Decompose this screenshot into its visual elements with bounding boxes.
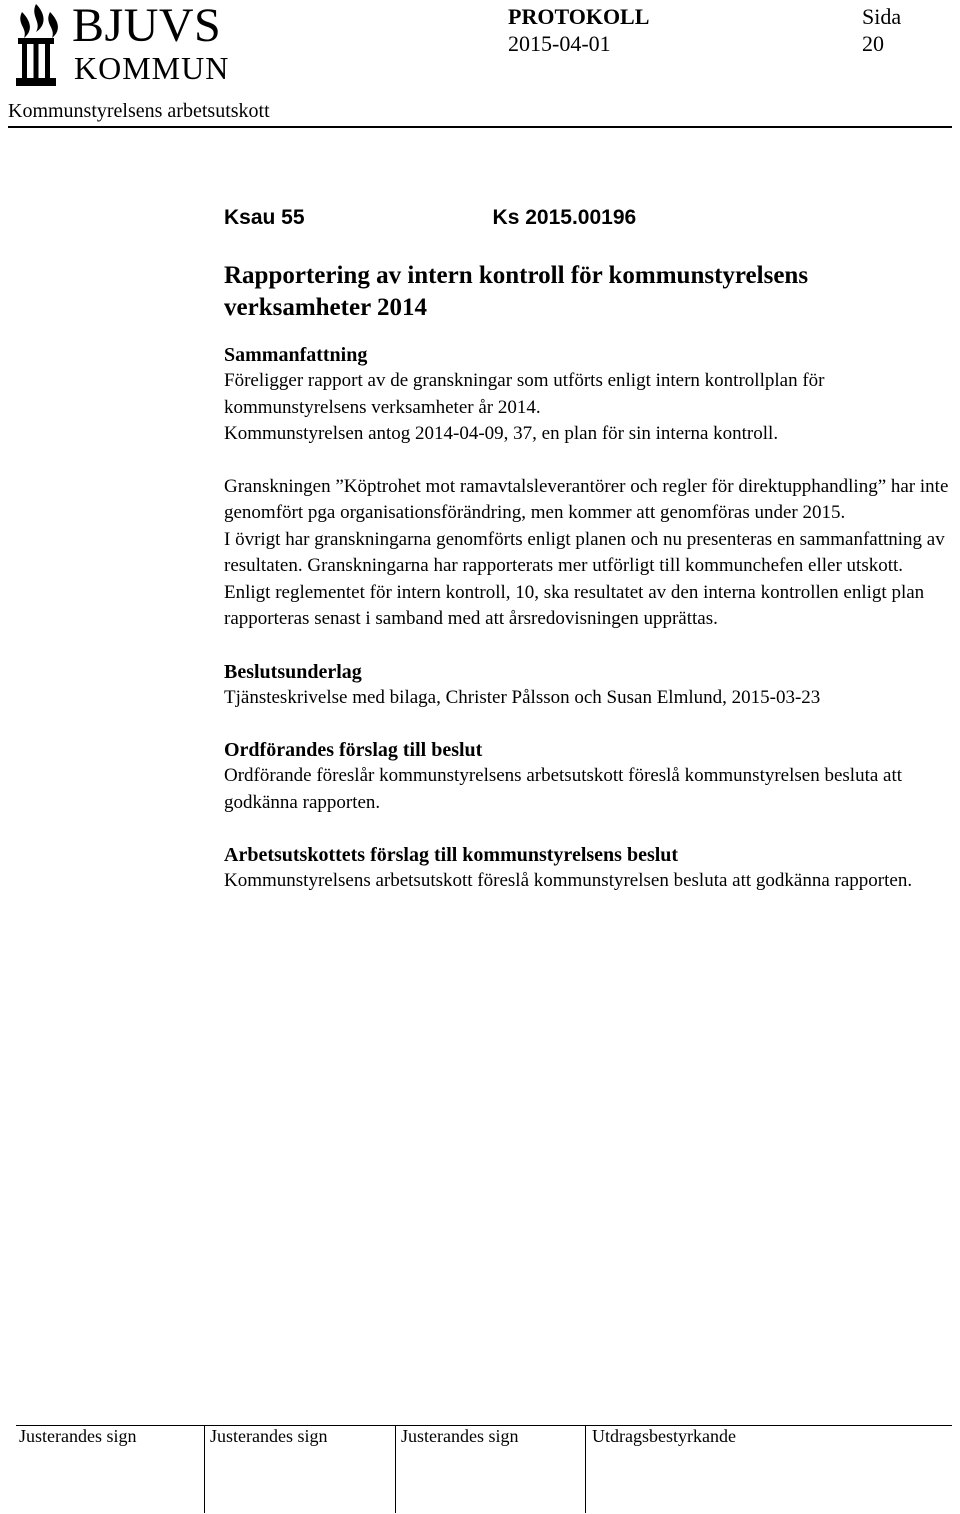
ksau-reference: Ksau 55 xyxy=(224,206,305,229)
signature-label: Utdragsbestyrkande xyxy=(592,1426,736,1446)
signature-box-divider xyxy=(395,1425,396,1513)
organization-name: Kommunstyrelsens arbetsutskott xyxy=(8,100,270,122)
section-heading-arbetsutskott: Arbetsutskottets förslag till kommunstyrelsens beslut xyxy=(224,844,679,866)
signature-box-divider xyxy=(585,1425,586,1513)
section-heading-beslutsunderlag: Beslutsunderlag xyxy=(224,660,362,683)
signature-box-divider xyxy=(204,1425,205,1513)
paragraph: Granskningen ”Köptrohet mot ramavtalsleverantörer och regler för direktupphandling” har inte genomfört pga organisationsförändring, men kommer att genomföras under 2015. xyxy=(224,475,949,523)
document-type: PROTOKOLL xyxy=(508,4,650,29)
page-label: Sida xyxy=(862,4,902,29)
paragraph: Tjänsteskrivelse med bilaga, Christer Pålsson och Susan Elmlund, 2015-03-23 xyxy=(224,686,821,708)
paragraph: Ordförande föreslår kommunstyrelsens arbetsutskott föreslå kommunstyrelsen besluta att godkänna rapporten. xyxy=(224,765,903,813)
logo-name: BJUVS xyxy=(72,0,222,52)
page-number: 20 xyxy=(862,31,884,56)
section-heading-ordforande: Ordförandes förslag till beslut xyxy=(224,739,483,761)
paragraph: Kommunstyrelsen antog 2014-04-09, 37, en plan för sin interna kontroll. xyxy=(224,423,779,444)
document-body xyxy=(224,204,960,895)
document-title: Rapportering av intern kontroll för kommunstyrelsens verksamheter 2014 xyxy=(224,262,809,321)
reference-line xyxy=(224,204,960,232)
paragraph: I övrigt har granskningarna genomförts enligt planen och nu presenteras en sammanfattning av resultaten. Granskningarna har rapporterats mer utförligt till kommunchefen eller utskott. xyxy=(224,528,945,576)
section-heading-sammanfattning: Sammanfattning xyxy=(224,344,368,366)
signature-label: Justerandes sign xyxy=(401,1426,519,1446)
paragraph: Föreligger rapport av de granskningar som utförts enligt intern kontrollplan för kommunstyrelsens verksamheter år 2014. xyxy=(224,370,825,418)
paragraph: Enligt reglementet för intern kontroll, 10, ska resultatet av den interna kontrollen enligt plan rapporteras senast i samband med att årsredovisningen upprättas. xyxy=(224,581,925,629)
header-divider xyxy=(8,126,952,128)
signature-label: Justerandes sign xyxy=(19,1426,137,1446)
logo-sub: KOMMUN xyxy=(74,50,230,86)
ks-reference: Ks 2015.00196 xyxy=(492,206,637,229)
torch-logo-icon xyxy=(8,2,64,90)
signature-label: Justerandes sign xyxy=(210,1426,328,1446)
document-date: 2015-04-01 xyxy=(508,31,611,56)
paragraph: Kommunstyrelsens arbetsutskott föreslå kommunstyrelsen besluta att godkänna rapporten. xyxy=(224,870,913,891)
